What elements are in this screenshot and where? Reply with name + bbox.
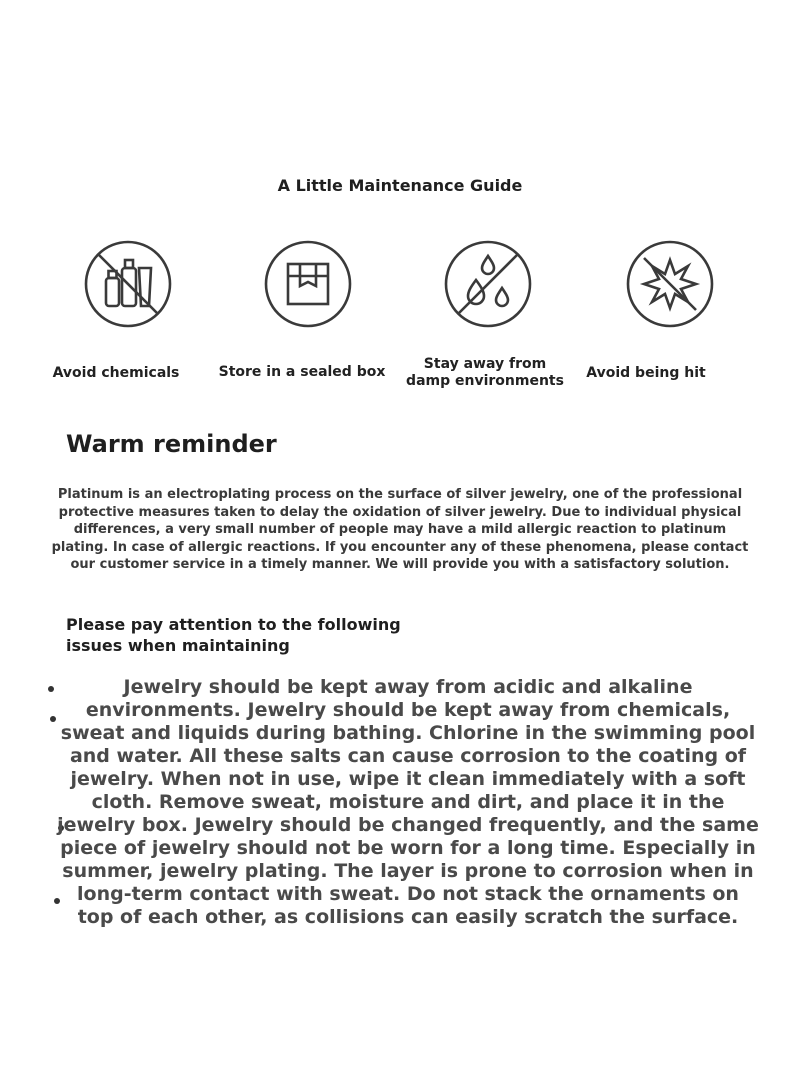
no-impact-icon	[624, 238, 716, 330]
reminder-title: Warm reminder	[66, 430, 277, 458]
reminder-body: Platinum is an electroplating process on the surface of silver jewelry, one of the professional protective measures taken to delay the oxidation of silver jewelry. Due to individual physical differences, a very small number of people may have a mild allergic reaction to platinum plating. In case of allergic reactions. If you encounter any of these phenomena, please contact our customer service in a timely manner. We will provide you with a satisfactory solution.	[51, 487, 749, 572]
no-chemicals-icon	[82, 238, 174, 330]
sealed-box-label: Store in a sealed box	[218, 364, 386, 380]
maintenance-body: Jewelry should be kept away from acidic and alkaline environments. Jewelry should be kept away from chemicals, sweat and liquids during bathing. Chlorine in the swimming pool and water. All these salts can cause corrosion to the coating of jewelry. When not in use, wipe it clean immediately with a soft cloth. Remove sweat, moisture and dirt, and place it in the jewelry box. Jewelry should be changed frequently, and the same piece of jewelry should not be worn for a long time. Especially in summer, jewelry plating. The layer is prone to corrosion when in long-term contact with sweat. Do not stack the ornaments on top of each other, as collisions can easily scratch the surface.	[57, 676, 759, 928]
damp-environments-label: Stay away from damp environments	[406, 356, 564, 389]
avoid-chemicals-label: Avoid chemicals	[52, 365, 180, 381]
no-water-drops-icon	[442, 238, 534, 330]
guide-title: A Little Maintenance Guide	[277, 176, 523, 195]
sealed-box-icon	[262, 238, 354, 330]
avoid-hit-label: Avoid being hit	[586, 365, 706, 381]
maintenance-title: Please pay attention to the following issues when maintaining	[66, 615, 401, 655]
bullet-dot	[48, 686, 54, 692]
